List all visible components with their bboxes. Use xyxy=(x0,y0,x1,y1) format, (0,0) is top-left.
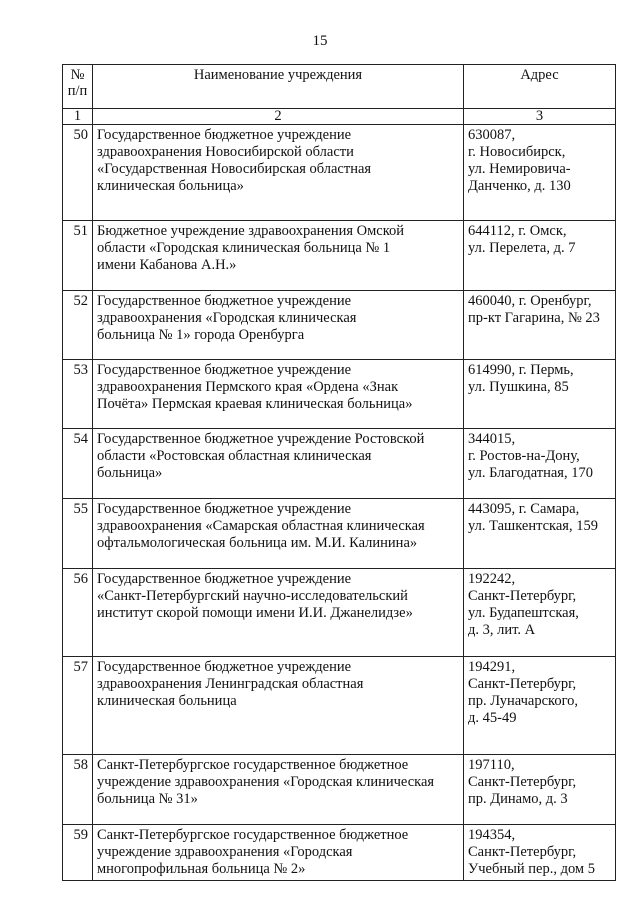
header-address: Адрес xyxy=(464,65,616,109)
row-number: 50 xyxy=(63,125,93,221)
institution-address xyxy=(464,291,616,360)
address-line: 344015, xyxy=(468,431,516,447)
table-row xyxy=(63,125,616,221)
institution-address xyxy=(464,825,616,881)
table-row xyxy=(63,825,616,881)
column-number: 2 xyxy=(93,109,464,125)
institution-name-line: Государственное бюджетное учреждение xyxy=(97,571,352,587)
institution-address xyxy=(464,429,616,499)
row-number: 51 xyxy=(63,221,93,291)
institution-name-line: «Санкт-Петербургский научно-исследовательский xyxy=(97,588,408,604)
institution-name xyxy=(93,429,464,499)
address-line: Санкт-Петербург, xyxy=(468,588,577,604)
table-row xyxy=(63,755,616,825)
institution-name-line: Государственное бюджетное учреждение xyxy=(97,362,352,378)
institution-name-line: области «Городская клиническая больница № 1 xyxy=(97,240,391,256)
address-line: д. 45-49 xyxy=(468,710,517,726)
institution-address xyxy=(464,125,616,221)
institution-name-line: здравоохранения «Самарская областная клиническая xyxy=(97,518,425,534)
column-number: 1 xyxy=(63,109,93,125)
institution-name-line: области «Ростовская областная клиническая xyxy=(97,448,372,464)
page-number: 15 xyxy=(312,33,328,49)
institution-name-line: Государственное бюджетное учреждение Ростовской xyxy=(97,431,425,447)
institutions-table xyxy=(62,64,616,881)
institution-name-line: «Государственная Новосибирская областная xyxy=(97,161,372,177)
header-number xyxy=(63,65,93,109)
address-line: 630087, xyxy=(468,127,516,143)
address-line: д. 3, лит. А xyxy=(468,622,536,638)
address-line: Санкт-Петербург, xyxy=(468,774,577,790)
address-line: ул. Благодатная, 170 xyxy=(468,465,593,481)
row-number: 53 xyxy=(63,360,93,429)
address-line: 194354, xyxy=(468,827,516,843)
institution-name xyxy=(93,360,464,429)
address-line: 194291, xyxy=(468,659,516,675)
institution-name-line: имени Кабанова А.Н.» xyxy=(97,257,237,273)
address-line: г. Новосибирск, xyxy=(468,144,566,160)
institution-name-line: клиническая больница xyxy=(97,693,237,709)
address-line: Данченко, д. 130 xyxy=(468,178,571,194)
institution-name-line: институт скорой помощи имени И.И. Джанелидзе» xyxy=(97,605,413,621)
address-line: г. Ростов-на-Дону, xyxy=(468,448,580,464)
institution-name xyxy=(93,825,464,881)
institution-name xyxy=(93,755,464,825)
address-line: 460040, г. Оренбург, xyxy=(468,293,592,309)
table-body xyxy=(63,125,616,881)
institution-name-line: Санкт-Петербургское государственное бюджетное xyxy=(97,757,409,773)
institution-name-line: больница № 31» xyxy=(97,791,198,807)
institution-name-line: учреждение здравоохранения «Городская клиническая xyxy=(97,774,435,790)
table-row xyxy=(63,657,616,755)
row-number: 54 xyxy=(63,429,93,499)
header-row xyxy=(63,65,616,109)
row-number: 56 xyxy=(63,569,93,657)
institution-name-line: здравоохранения Новосибирской области xyxy=(97,144,354,160)
address-line: 644112, г. Омск, xyxy=(468,223,567,239)
table-row xyxy=(63,360,616,429)
institution-name-line: больница № 1» города Оренбурга xyxy=(97,327,305,343)
row-number: 52 xyxy=(63,291,93,360)
table-row xyxy=(63,429,616,499)
address-line: Санкт-Петербург, xyxy=(468,676,577,692)
institution-address xyxy=(464,221,616,291)
header-number-line: п/п xyxy=(67,83,88,99)
table-row xyxy=(63,569,616,657)
institution-name xyxy=(93,291,464,360)
institution-name-line: Государственное бюджетное учреждение xyxy=(97,293,352,309)
column-number: 3 xyxy=(464,109,616,125)
column-number-row xyxy=(63,109,616,125)
row-number: 55 xyxy=(63,499,93,569)
institution-name-line: Государственное бюджетное учреждение xyxy=(97,659,352,675)
institution-name-line: Почёта» Пермская краевая клиническая больница» xyxy=(97,396,413,412)
address-line: Учебный пер., дом 5 xyxy=(468,861,595,877)
address-line: ул. Будапештская, xyxy=(468,605,579,621)
institution-name xyxy=(93,125,464,221)
address-line: пр. Луначарского, xyxy=(468,693,579,709)
address-line: ул. Ташкентская, 159 xyxy=(468,518,598,534)
institution-name-line: здравоохранения Пермского края «Ордена «Знак xyxy=(97,379,399,395)
address-line: ул. Пушкина, 85 xyxy=(468,379,569,395)
address-line: 197110, xyxy=(468,757,515,773)
institution-address xyxy=(464,657,616,755)
table-row xyxy=(63,499,616,569)
institution-name xyxy=(93,221,464,291)
institution-address xyxy=(464,499,616,569)
address-line: 614990, г. Пермь, xyxy=(468,362,574,378)
table-row xyxy=(63,291,616,360)
institution-name-line: больница» xyxy=(97,465,163,481)
row-number: 58 xyxy=(63,755,93,825)
institution-name-line: многопрофильная больница № 2» xyxy=(97,861,306,877)
institution-name-line: здравоохранения «Городская клиническая xyxy=(97,310,357,326)
address-line: ул. Немировича- xyxy=(468,161,571,177)
address-line: 443095, г. Самара, xyxy=(468,501,580,517)
institution-name-line: офтальмологическая больница им. М.И. Калинина» xyxy=(97,535,418,551)
table-row xyxy=(63,221,616,291)
address-line: ул. Перелета, д. 7 xyxy=(468,240,576,256)
address-line: пр. Динамо, д. 3 xyxy=(468,791,568,807)
institution-name-line: Государственное бюджетное учреждение xyxy=(97,127,352,143)
institution-name-line: учреждение здравоохранения «Городская xyxy=(97,844,353,860)
institution-name xyxy=(93,569,464,657)
institution-address xyxy=(464,755,616,825)
institution-name-line: здравоохранения Ленинградская областная xyxy=(97,676,364,692)
institution-name xyxy=(93,657,464,755)
address-line: 192242, xyxy=(468,571,516,587)
row-number: 57 xyxy=(63,657,93,755)
address-line: Санкт-Петербург, xyxy=(468,844,577,860)
header-name: Наименование учреждения xyxy=(93,65,464,109)
header-number-line: № xyxy=(70,67,85,83)
institution-name-line: клиническая больница» xyxy=(97,178,244,194)
institution-address xyxy=(464,360,616,429)
institution-name-line: Санкт-Петербургское государственное бюджетное xyxy=(97,827,409,843)
address-line: пр-кт Гагарина, № 23 xyxy=(468,310,600,326)
institution-name-line: Государственное бюджетное учреждение xyxy=(97,501,352,517)
institution-name-line: Бюджетное учреждение здравоохранения Омской xyxy=(97,223,405,239)
institution-name xyxy=(93,499,464,569)
row-number: 59 xyxy=(63,825,93,881)
institution-address xyxy=(464,569,616,657)
